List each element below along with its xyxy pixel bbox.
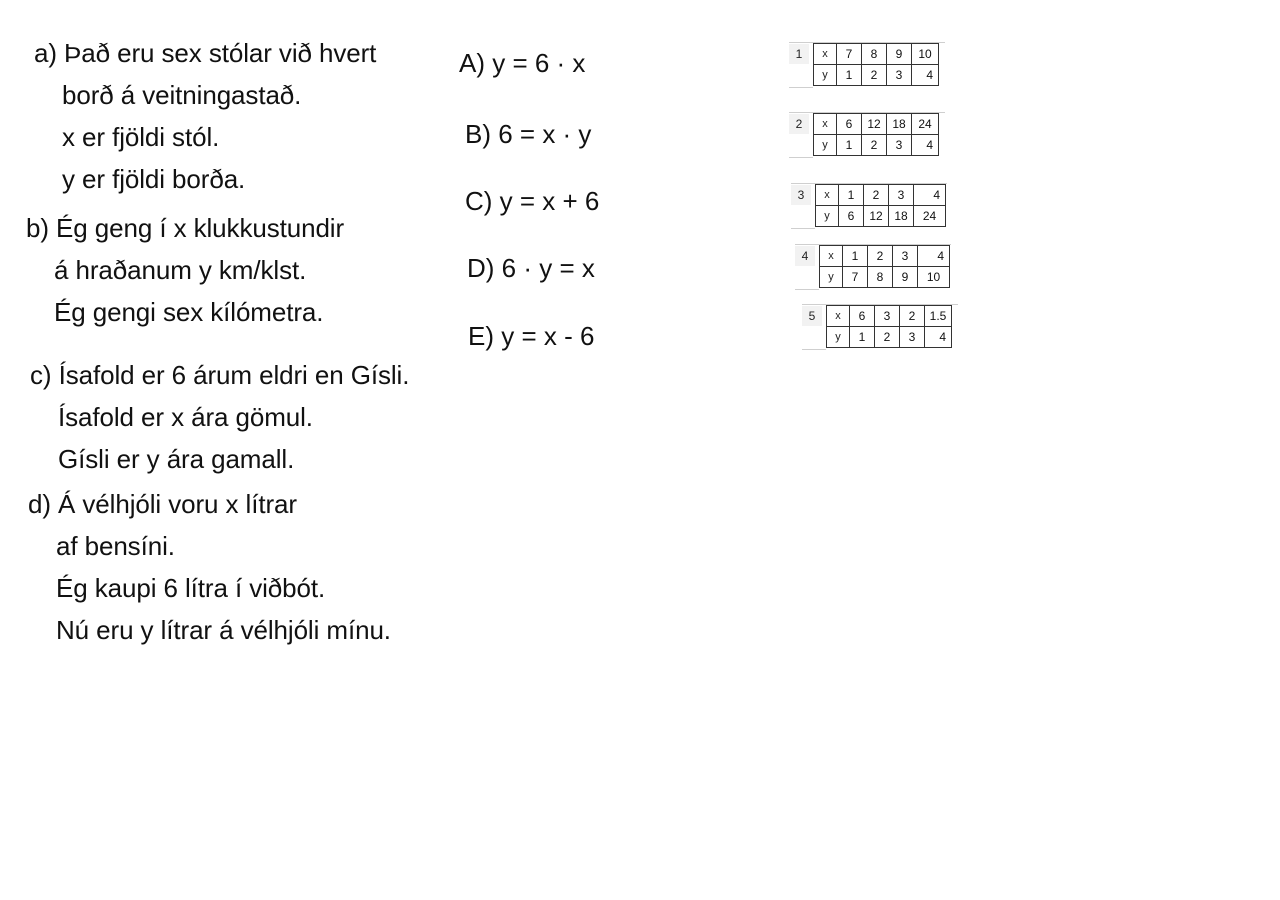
x-cell: 3 [893, 246, 918, 267]
problem-c-line-1: c) Ísafold er 6 árum eldri en Gísli. [30, 360, 410, 390]
y-cell: 18 [889, 206, 914, 227]
value-table-2 [789, 112, 945, 160]
problem-d-line-3: Ég kaupi 6 lítra í viðbót. [56, 573, 326, 603]
x-cell: 2 [868, 246, 893, 267]
y-cell: 6 [839, 206, 864, 227]
y-cell: 7 [843, 267, 868, 288]
y-cell: 1 [837, 65, 862, 86]
formula-e: E) y = x - 6 [468, 321, 595, 351]
y-cell: 4 [925, 327, 952, 348]
y-cell: 1 [850, 327, 875, 348]
y-cell: 1 [837, 135, 862, 156]
y-label: y [814, 65, 837, 86]
y-cell: 4 [912, 135, 939, 156]
problem-b-line-2: á hraðanum y km/klst. [54, 255, 307, 285]
y-cell: 10 [918, 267, 950, 288]
problem-c-line-2: Ísafold er x ára gömul. [58, 402, 313, 432]
x-cell: 18 [887, 114, 912, 135]
x-label: x [816, 185, 839, 206]
problem-c-line-3: Gísli er y ára gamall. [58, 444, 295, 474]
y-cell: 8 [868, 267, 893, 288]
y-cell: 2 [862, 135, 887, 156]
x-cell: 10 [912, 44, 939, 65]
x-cell: 2 [864, 185, 889, 206]
y-cell: 3 [887, 135, 912, 156]
problem-a-line-1: a) Það eru sex stólar við hvert [34, 38, 377, 68]
x-cell: 6 [850, 306, 875, 327]
formula-b: B) 6 = x · y [465, 119, 592, 149]
problem-d-line-1: d) Á vélhjóli voru x lítrar [28, 489, 297, 519]
table-number: 3 [791, 185, 811, 205]
table-number: 5 [802, 306, 822, 326]
problem-b-line-1: b) Ég geng í x klukkustundir [26, 213, 345, 243]
table-number: 2 [789, 114, 809, 134]
y-cell: 24 [914, 206, 946, 227]
y-cell: 3 [887, 65, 912, 86]
problem-d-line-4: Nú eru y lítrar á vélhjóli mínu. [56, 615, 391, 645]
x-label: x [814, 114, 837, 135]
y-cell: 3 [900, 327, 925, 348]
value-table-1 [789, 42, 945, 90]
x-cell: 1 [839, 185, 864, 206]
formula-d: D) 6 · y = x [467, 253, 595, 283]
x-cell: 3 [875, 306, 900, 327]
problem-a-line-3: x er fjöldi stól. [62, 122, 220, 152]
x-label: x [814, 44, 837, 65]
x-cell: 12 [862, 114, 887, 135]
x-label: x [820, 246, 843, 267]
problem-a-line-2: borð á veitningastað. [62, 80, 302, 110]
value-table-3 [791, 183, 947, 231]
x-label: x [827, 306, 850, 327]
x-cell: 7 [837, 44, 862, 65]
y-cell: 2 [875, 327, 900, 348]
problem-a-line-4: y er fjöldi borða. [62, 164, 246, 194]
y-cell: 4 [912, 65, 939, 86]
y-cell: 12 [864, 206, 889, 227]
y-label: y [827, 327, 850, 348]
problem-b-line-3: Ég gengi sex kílómetra. [54, 297, 324, 327]
formula-c: C) y = x + 6 [465, 186, 600, 216]
x-cell: 4 [918, 246, 950, 267]
problem-d-line-2: af bensíni. [56, 531, 175, 561]
x-cell: 1 [843, 246, 868, 267]
table-number: 1 [789, 44, 809, 64]
value-table-4 [795, 244, 951, 292]
x-cell: 8 [862, 44, 887, 65]
y-label: y [816, 206, 839, 227]
y-cell: 2 [862, 65, 887, 86]
table-number: 4 [795, 246, 815, 266]
y-label: y [820, 267, 843, 288]
x-cell: 9 [887, 44, 912, 65]
formula-a: A) y = 6 · x [459, 48, 586, 78]
x-cell: 6 [837, 114, 862, 135]
y-cell: 9 [893, 267, 918, 288]
x-cell: 24 [912, 114, 939, 135]
value-table-5 [802, 304, 958, 352]
x-cell: 1.5 [925, 306, 952, 327]
y-label: y [814, 135, 837, 156]
x-cell: 4 [914, 185, 946, 206]
x-cell: 2 [900, 306, 925, 327]
x-cell: 3 [889, 185, 914, 206]
